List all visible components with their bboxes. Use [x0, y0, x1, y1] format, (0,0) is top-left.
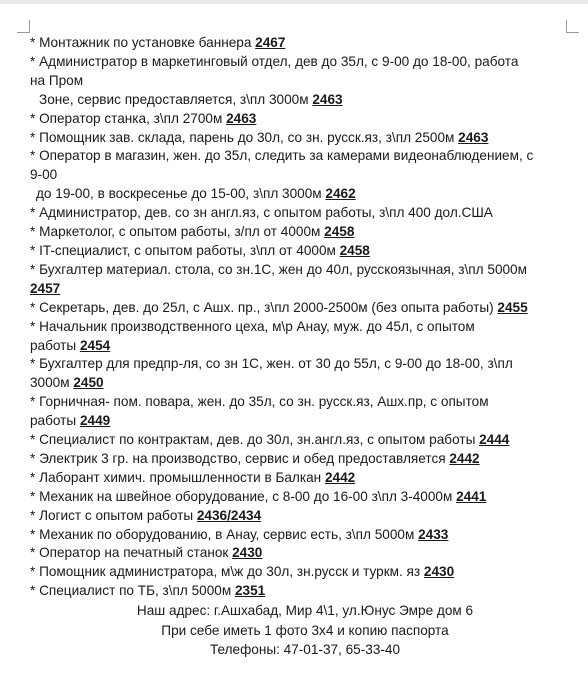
listing-line: * Помощник администратора, м\ж до 30л, зн.русск и туркм. яз 2430: [30, 564, 455, 580]
listing-code: 2442: [449, 450, 480, 466]
listing-line: 9-00: [30, 167, 58, 183]
listing-code: 2441: [456, 488, 487, 504]
crop-mark-top-right: [566, 20, 579, 33]
address-line: Наш адрес: г.Ашхабад, Мир 4\1, ул.Юнус Эмре дом 6: [136, 603, 474, 619]
listing-line: * Начальник производственного цеха, м\р Анау, муж. до 45л, с опытом: [30, 318, 475, 334]
listing-code: 2463: [312, 91, 343, 107]
listing-line: * Оператор станка, з\пл 2700м 2463: [30, 110, 257, 126]
listing-line: работы 2454: [30, 337, 111, 353]
listing-line: [30, 280, 580, 299]
listing-line: * Специалист по ТБ, з\пл 5000м 2351: [30, 583, 266, 599]
listing-line: * Специалист по контрактам, дев. до 30л, зн.англ.яз, с опытом работы 2444: [30, 432, 510, 448]
listing-code: 2430: [232, 545, 263, 561]
listing-code: 2458: [324, 224, 355, 240]
listing-code: 2442: [324, 469, 356, 485]
listing-line: * Лаборант химич. промышленности в Балкан 2442: [30, 469, 356, 485]
listing-code: 2467: [255, 35, 286, 50]
listing-line: Зоне, сервис предоставляется, з\пл 3000м 2463: [39, 91, 343, 107]
listing-code: 2455: [497, 299, 528, 315]
listing-code: 2463: [458, 129, 489, 145]
listing-code: 2351: [235, 583, 266, 599]
listing-line: * Помощник зав. склада, парень до 30л, со зн. русск.яз, з\пл 2500м 2463: [30, 129, 489, 145]
listing-code: 2430: [423, 564, 455, 580]
crop-mark-top-left: [17, 20, 30, 33]
listing-line: * Администратор в маркетинговый отдел, дев до 35л, с 9-00 до 18-00, работа: [30, 53, 519, 69]
listing-code: 2457: [30, 280, 61, 296]
listing-line: * Администратор, дев. со зн англ.яз, с опытом работы, з\пл 400 дол.США: [30, 205, 493, 221]
listing-line: * Секретарь, дев. до 25л, с Ашх. пр., з\пл 2000-2500м (без опыта работы) 2455: [30, 299, 528, 315]
contact-footer: [30, 601, 580, 660]
listing-code: 2450: [73, 375, 104, 391]
listing-line: * Маркетолог, с опытом работы, з/пл от 4000м 2458: [30, 224, 355, 240]
listing-code: 2462: [325, 186, 356, 202]
listing-line: * Оператор на печатный станок 2430: [30, 545, 263, 561]
listing-code: 2458: [339, 242, 370, 258]
listing-line: * IT-специалист, с опытом работы, з\пл от 4000м 2458: [30, 242, 370, 258]
listing-code: 2433: [418, 526, 449, 542]
listing-code: 2444: [479, 432, 510, 448]
phones-line: Телефоны: 47-01-37, 65-33-40: [209, 642, 401, 658]
listing-code: 2436/2434: [196, 507, 262, 523]
listing-line: * Электрик 3 гр. на производство, сервис и обед предоставляется 2442: [30, 450, 480, 466]
listing-code: 2454: [79, 337, 111, 353]
listing-line: * Механик на швейное оборудование, с 8-00 до 16-00 з\пл 3-4000м 2441: [30, 488, 487, 504]
listing-line: на Пром: [30, 72, 84, 88]
window-top-strip: [0, 0, 588, 4]
listing-line: * Логист с опытом работы 2436/2434: [30, 507, 262, 523]
listing-line: 3000м 2450: [30, 375, 104, 391]
listing-line: работы 2449: [30, 413, 111, 429]
documents-line: При себе иметь 1 фото 3х4 и копию паспорта: [161, 622, 449, 638]
listing-code: 2449: [79, 413, 111, 429]
listing-code: 2463: [226, 110, 257, 126]
listing-line: * Горничная- пом. повара, жен. до 35л, со зн. русск.яз, Ашх.пр, с опытом: [30, 394, 489, 410]
listing-line: * Оператор в магазин, жен. до 35л, следить за камерами видеонаблюдением, с: [30, 148, 534, 164]
listing-line: * Механик по оборудованию, в Анау, сервис есть, з\пл 5000м 2433: [30, 526, 449, 542]
listing-line: * Монтажник по установке баннера 2467: [30, 35, 286, 50]
listing-line: * Бухгалтер для предпр-ля, со зн 1С, жен. от 30 до 55л, с 9-00 до 18-00, з\пл: [30, 356, 513, 372]
listing-line: до 19-00, в воскресенье до 15-00, з\пл 3000м 2462: [36, 186, 356, 202]
job-listing-document: [30, 34, 580, 660]
listing-line: * Бухгалтер материал. стола, со зн.1С, жен до 40л, русскоязычная, з\пл 5000м: [30, 261, 527, 277]
